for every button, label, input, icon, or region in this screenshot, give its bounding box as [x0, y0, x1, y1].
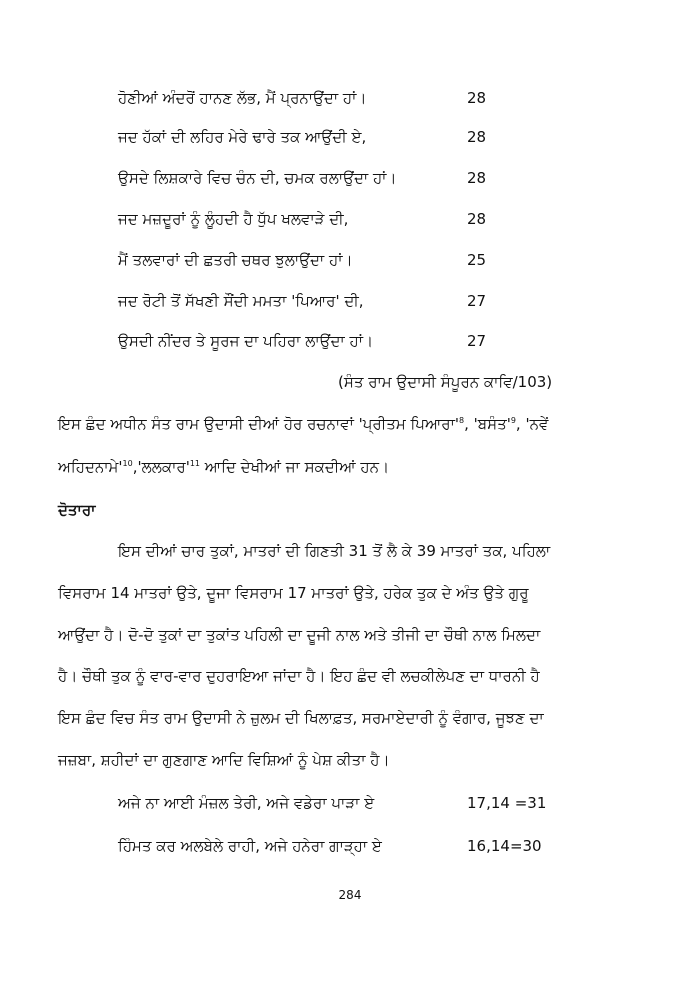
- text: ਇਸ ਛੰਦ ਅਧੀਨ ਸੰਤ ਰਾਮ ਉਦਾਸੀ ਦੀਆਂ ਹੋਰ ਰਚਨਾਵਾਂ 'ਪ੍ਰੀਤਮ ਪਿਆਰਾ': [58, 415, 459, 433]
- paragraph-line: ਇਸ ਛੰਦ ਵਿਚ ਸੰਤ ਰਾਮ ਉਦਾਸੀ ਨੇ ਜ਼ੁਲਮ ਦੀ ਖਿਲਾਫ਼ਤ, ਸਰਮਾਏਦਾਰੀ ਨੂੰ ਵੰਗਾਰ, ਜੂਝਣ ਦਾ: [58, 709, 544, 727]
- paragraph-line: ਹੈ। ਚੌਥੀ ਤੁਕ ਨੂੰ ਵਾਰ-ਵਾਰ ਦੁਹਰਾਇਆ ਜਾਂਦਾ ਹੈ। ਇਹ ਛੰਦ ਵੀ ਲਚਕੀਲੇਪਣ ਦਾ ਧਾਰਨੀ ਹੈ: [58, 667, 540, 685]
- verse-line: ਅਜੇ ਨਾ ਆਈ ਮੰਜ਼ਲ ਤੇਰੀ, ਅਜੇ ਵਡੇਰਾ ਪਾੜਾ ਏ: [118, 794, 375, 812]
- paragraph-line: ਆਉਂਦਾ ਹੈ। ਦੋ-ਦੋ ਤੁਕਾਂ ਦਾ ਤੁਕਾਂਤ ਪਹਿਲੀ ਦਾ ਦੂਜੀ ਨਾਲ ਅਤੇ ਤੀਜੀ ਦਾ ਚੌਥੀ ਨਾਲ ਮਿਲਦਾ: [58, 626, 541, 644]
- footnote-ref[interactable]: 11: [189, 459, 201, 468]
- paragraph-line: [58, 414, 548, 434]
- verse-line: ਹਿੰਮਤ ਕਰ ਅਲਬੇਲੇ ਰਾਹੀ, ਅਜੇ ਹਨੇਰਾ ਗਾੜ੍ਹਾ ਏ: [118, 837, 382, 855]
- footnote-ref[interactable]: 8: [459, 416, 465, 425]
- paragraph-line: ਜਜ਼ਬਾ, ਸ਼ਹੀਦਾਂ ਦਾ ਗੁਣਗਾਣ ਆਦਿ ਵਿਸ਼ਿਆਂ ਨੂੰ ਪੇਸ਼ ਕੀਤਾ ਹੈ।: [58, 751, 390, 769]
- verse-line: ਹੋਣੀਆਂ ਅੰਦਰੋਂ ਹਾਨਣ ਲੱਭ, ਮੈਂ ਪ੍ਰਨਾਉਂਦਾ ਹਾਂ।: [118, 89, 367, 107]
- text: ਆਦਿ ਦੇਖੀਆਂ ਜਾ ਸਕਦੀਆਂ ਹਨ।: [200, 458, 390, 476]
- paragraph-line: ਇਸ ਦੀਆਂ ਚਾਰ ਤੁਕਾਂ, ਮਾਤਰਾਂ ਦੀ ਗਿਣਤੀ 31 ਤੋਂ ਲੈ ਕੇ 39 ਮਾਤਰਾਂ ਤਕ, ਪਹਿਲਾ: [118, 542, 551, 560]
- matra-count: 28: [467, 210, 487, 228]
- page-number: 284: [338, 888, 362, 902]
- footnote-ref[interactable]: 9: [510, 416, 516, 425]
- matra-count: 28: [467, 89, 487, 107]
- matra-count: 28: [467, 169, 487, 187]
- text: ਅਹਿਦਨਾਮੇ': [58, 458, 123, 476]
- verse-line: ਜਦ ਮਜ਼ਦੂਰਾਂ ਨੂੰ ਲੂੰਹਦੀ ਹੈ ਧੁੱਪ ਖਲਵਾੜੇ ਦੀ,: [118, 210, 349, 228]
- verse-line: ਜਦ ਰੋਟੀ ਤੋਂ ਸੱਖਣੀ ਸੌਂਦੀ ਮਮਤਾ 'ਪਿਆਰ' ਦੀ,: [118, 292, 364, 310]
- text: ,'ਲਲਕਾਰ': [132, 458, 190, 476]
- matra-count: 25: [467, 251, 487, 269]
- matra-count: 28: [467, 128, 487, 146]
- section-heading: ਦੋਤਾਰਾ: [58, 501, 96, 519]
- paragraph-line: [58, 457, 389, 477]
- text: , 'ਨਵੇਂ: [515, 415, 549, 433]
- footnote-ref[interactable]: 10: [122, 459, 133, 468]
- text: , 'ਬਸੰਤ': [464, 415, 511, 433]
- matra-count: 17,14 =31: [467, 794, 547, 812]
- matra-count: 27: [467, 332, 487, 350]
- matra-count: 16,14=30: [467, 837, 542, 855]
- verse-line: ਉਸਦੀ ਨੀਂਦਰ ਤੇ ਸੂਰਜ ਦਾ ਪਹਿਰਾ ਲਾਉਂਦਾ ਹਾਂ।: [118, 332, 374, 350]
- paragraph-line: ਵਿਸਰਾਮ 14 ਮਾਤਰਾਂ ਉਤੇ, ਦੂਜਾ ਵਿਸਰਾਮ 17 ਮਾਤਰਾਂ ਉਤੇ, ਹਰੇਕ ਤੁਕ ਦੇ ਅੰਤ ਉਤੇ ਗੁਰੂ: [58, 584, 529, 602]
- verse-line: ਜਦ ਹੱਕਾਂ ਦੀ ਲਹਿਰ ਮੇਰੇ ਢਾਰੇ ਤਕ ਆਉਂਦੀ ਏ,: [118, 128, 367, 146]
- citation: (ਸੰਤ ਰਾਮ ਉਦਾਸੀ ਸੰਪੂਰਨ ਕਾਵਿ/103): [338, 373, 553, 391]
- matra-count: 27: [467, 292, 487, 310]
- verse-line: ਮੈਂ ਤਲਵਾਰਾਂ ਦੀ ਛਤਰੀ ਚਥਰ ਝੁਲਾਉਂਦਾ ਹਾਂ।: [118, 251, 353, 269]
- verse-line: ਉਸਦੇ ਲਿਸ਼ਕਾਰੇ ਵਿਚ ਚੰਨ ਦੀ, ਚਮਕ ਰਲਾਉਂਦਾ ਹਾਂ।: [118, 169, 397, 187]
